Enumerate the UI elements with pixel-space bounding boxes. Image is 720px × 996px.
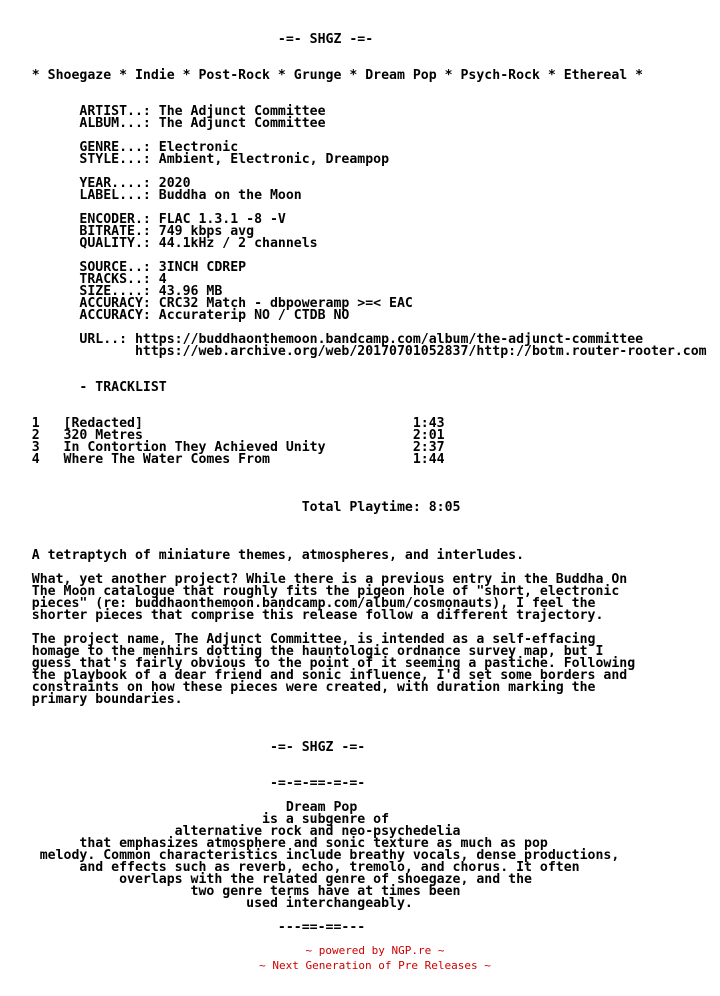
nfo-line: YEAR....: 2020 [0, 176, 191, 191]
nfo-line: -=-=-==-=-=- [0, 776, 366, 791]
nfo-line: ALBUM...: The Adjunct Committee [0, 116, 326, 131]
nfo-line: URL..: https://buddhaonthemoon.bandcamp.com/album/the-adjunct-committee [0, 332, 644, 347]
nfo-line: The project name, The Adjunct Committee, is intended as a self-effacing [0, 632, 596, 647]
footer-tagline: ~ Next Generation of Pre Releases ~ [259, 959, 491, 972]
nfo-line: is a subgenre of [0, 812, 390, 827]
nfo-line: used interchangeably. [0, 896, 413, 911]
nfo-line: ENCODER.: FLAC 1.3.1 -8 -V [0, 212, 286, 227]
nfo-line: and effects such as reverb, echo, tremolo, and chorus. It often [0, 860, 580, 875]
nfo-line: Total Playtime: 8:05 [0, 500, 461, 515]
nfo-line: SIZE....: 43.96 MB [0, 284, 223, 299]
nfo-line: 1 [Redacted] 1:43 [0, 416, 445, 431]
nfo-line: two genre terms have at times been [0, 884, 461, 899]
nfo-line: TRACKS..: 4 [0, 272, 167, 287]
nfo-line: ---==-==--- [0, 920, 366, 935]
nfo-line: -=- SHGZ -=- [0, 740, 366, 755]
nfo-line: - TRACKLIST [0, 380, 167, 395]
nfo-line: Dream Pop [0, 800, 358, 815]
nfo-line: What, yet another project? While there is a previous entry in the Buddha On [0, 572, 628, 587]
nfo-line: LABEL...: Buddha on the Moon [0, 188, 302, 203]
nfo-line: shorter pieces that comprise this release follow a different trajectory. [0, 608, 604, 623]
nfo-text-block [0, 34, 707, 934]
nfo-line: guess that's fairly obvious to the point of it seeming a pastiche. Following [0, 656, 636, 671]
nfo-line: -=- SHGZ -=- [0, 32, 374, 47]
nfo-line: ARTIST..: The Adjunct Committee [0, 104, 326, 119]
nfo-line: https://web.archive.org/web/20170701052837/http://botm.router-rooter.com [0, 344, 707, 359]
nfo-line: 4 Where The Water Comes From 1:44 [0, 452, 445, 467]
nfo-line: * Shoegaze * Indie * Post-Rock * Grunge * Dream Pop * Psych-Rock * Ethereal * [0, 68, 644, 83]
nfo-line: overlaps with the related genre of shoegaze, and the [0, 872, 532, 887]
nfo-line: that emphasizes atmosphere and sonic texture as much as pop [0, 836, 548, 851]
nfo-line: primary boundaries. [0, 692, 183, 707]
nfo-line: ACCURACY: Accuraterip NO / CTDB NO [0, 308, 350, 323]
nfo-line: BITRATE.: 749 kbps avg [0, 224, 255, 239]
nfo-line: melody. Common characteristics include breathy vocals, dense productions, [0, 848, 620, 863]
nfo-line: 3 In Contortion They Achieved Unity 2:37 [0, 440, 445, 455]
nfo-line: QUALITY.: 44.1kHz / 2 channels [0, 236, 318, 251]
nfo-line: homage to the menhirs dotting the hauntologic ordnance survey map, but I [0, 644, 604, 659]
nfo-line: ACCURACY: CRC32 Match - dbpoweramp >=< EAC [0, 296, 413, 311]
nfo-line: alternative rock and neo-psychedelia [0, 824, 461, 839]
nfo-line: The Moon catalogue that roughly fits the pigeon hole of "short, electronic [0, 584, 620, 599]
nfo-line: 2 320 Metres 2:01 [0, 428, 445, 443]
nfo-line: constraints on how these pieces were created, with duration marking the [0, 680, 596, 695]
footer-powered-by: ~ powered by NGP.re ~ [305, 944, 445, 957]
nfo-line: pieces" (re: buddhaonthemoon.bandcamp.com/album/cosmonauts), I feel the [0, 596, 596, 611]
nfo-line: A tetraptych of miniature themes, atmospheres, and interludes. [0, 548, 525, 563]
nfo-line: the playbook of a dear friend and sonic influence, I'd set some borders and [0, 668, 628, 683]
nfo-line: STYLE...: Ambient, Electronic, Dreampop [0, 152, 390, 167]
nfo-line: SOURCE..: 3INCH CDREP [0, 260, 247, 275]
nfo-line: GENRE...: Electronic [0, 140, 239, 155]
